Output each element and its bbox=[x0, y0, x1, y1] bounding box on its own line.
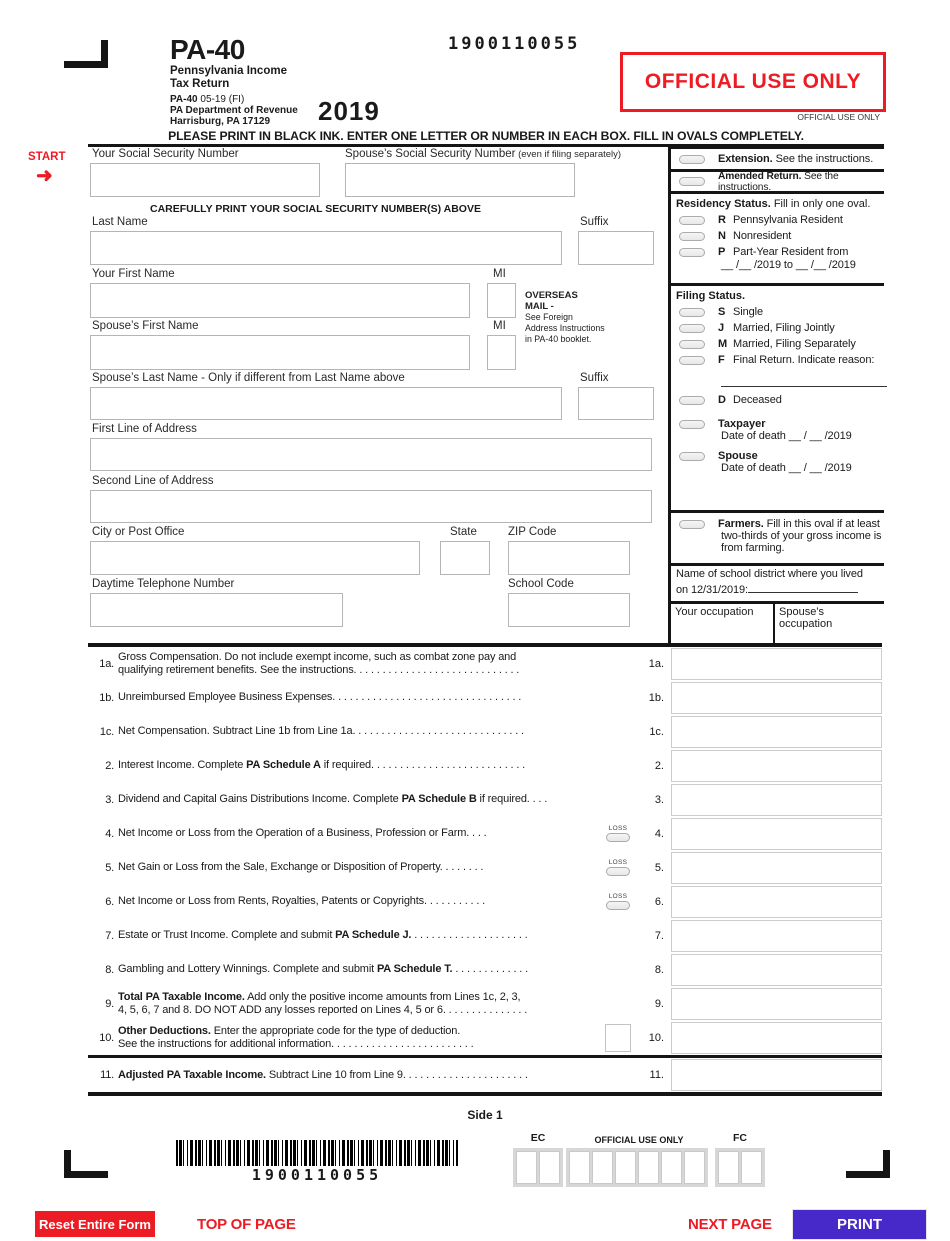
line-number: 7. bbox=[105, 929, 114, 942]
taxpayer-date-of-death: Date of death __ / __ /2019 bbox=[721, 430, 852, 442]
filing-option-f: F Final Return. Indicate reason: bbox=[676, 354, 882, 366]
spouse-first-name-input[interactable] bbox=[90, 335, 470, 370]
amount-label: 11. bbox=[649, 1069, 664, 1081]
line-text: Gross Compensation. Do not include exempt income, such as combat zone pay and qualifying retirement benefits. See the instructions. . . . . . . . . . . . . . . . . . . . . . . . . . . . . bbox=[118, 650, 520, 676]
line-text: Net Income or Loss from Rents, Royalties, Patents or Copyrights. . . . . . . . . . . bbox=[118, 895, 486, 907]
filing-d-oval[interactable] bbox=[679, 396, 705, 405]
amount-label: 7. bbox=[654, 929, 664, 942]
line-number: 4. bbox=[105, 827, 114, 840]
filing-option-d: D Deceased bbox=[676, 394, 882, 406]
farmers-oval[interactable] bbox=[679, 520, 705, 529]
line-number: 3. bbox=[105, 793, 114, 806]
your-occupation-cell[interactable]: Your occupation bbox=[675, 606, 754, 618]
school-district-section: Name of school district where you lived on 12/31/2019: bbox=[671, 566, 884, 604]
amount-box-4[interactable] bbox=[671, 818, 882, 850]
residency-n-oval[interactable] bbox=[679, 232, 705, 241]
income-line-4 bbox=[88, 817, 882, 851]
residency-p-oval[interactable] bbox=[679, 248, 705, 257]
line-number: 6. bbox=[105, 895, 114, 908]
income-line-6 bbox=[88, 885, 882, 919]
amount-box-2[interactable] bbox=[671, 750, 882, 782]
state-input[interactable] bbox=[440, 541, 490, 575]
income-line-3 bbox=[88, 783, 882, 817]
income-line-1c bbox=[88, 715, 882, 749]
spouse-occupation-cell[interactable]: Spouse’s occupation bbox=[773, 604, 884, 646]
first-name-label: Your First Name bbox=[92, 268, 175, 280]
amount-label: 2. bbox=[654, 759, 664, 772]
start-label: START bbox=[28, 151, 66, 163]
first-name-input[interactable] bbox=[90, 283, 470, 318]
residency-r-oval[interactable] bbox=[679, 216, 705, 225]
spouse-mi-label: MI bbox=[493, 320, 506, 332]
amount-label: 5. bbox=[654, 861, 664, 874]
amount-label: 6. bbox=[654, 895, 664, 908]
phone-input[interactable] bbox=[90, 593, 343, 627]
start-arrow-icon: ➜ bbox=[36, 165, 53, 187]
official-use-cells-label: OFFICIAL USE ONLY bbox=[594, 1135, 684, 1145]
instruction-bar: PLEASE PRINT IN BLACK INK. ENTER ONE LETTER OR NUMBER IN EACH BOX. FILL IN OVALS COMPLETELY. bbox=[168, 129, 804, 143]
line-number: 8. bbox=[105, 963, 114, 976]
spouse-suffix-input[interactable] bbox=[578, 387, 654, 420]
loss-oval-line-6[interactable] bbox=[606, 901, 630, 910]
dept-line-2: Harrisburg, PA 17129 bbox=[170, 116, 271, 127]
filing-option-s: S Single bbox=[676, 306, 882, 318]
amount-box-1b[interactable] bbox=[671, 682, 882, 714]
zip-label: ZIP Code bbox=[508, 526, 557, 538]
amount-label: 10. bbox=[648, 1031, 664, 1044]
residency-option-p: P Part-Year Resident from bbox=[676, 246, 882, 258]
amount-label: 4. bbox=[654, 827, 664, 840]
income-line-5 bbox=[88, 851, 882, 885]
suffix-input[interactable] bbox=[578, 231, 654, 265]
spouse-date-of-death: Date of death __ / __ /2019 bbox=[721, 462, 852, 474]
amount-box-11[interactable] bbox=[671, 1059, 882, 1091]
amount-box-10[interactable] bbox=[671, 1022, 882, 1054]
farmers-section: Farmers. Fill in this oval if at least two-thirds of your gross income is from farming. bbox=[671, 513, 884, 566]
barcode-number: 1900110055 bbox=[251, 1166, 383, 1184]
loss-label: LOSS bbox=[608, 859, 628, 866]
deduction-code-box[interactable] bbox=[605, 1024, 631, 1052]
form-version: PA-40 05-19 (FI) bbox=[170, 94, 245, 105]
official-use-only-small: OFFICIAL USE ONLY bbox=[797, 112, 880, 122]
spouse-last-name-input[interactable] bbox=[90, 387, 562, 420]
income-line-9 bbox=[88, 987, 882, 1021]
school-code-label: School Code bbox=[508, 578, 574, 590]
taxpayer-deceased-oval[interactable] bbox=[679, 420, 705, 429]
line-text: Net Gain or Loss from the Sale, Exchange or Disposition of Property. . . . . . . . bbox=[118, 861, 484, 873]
spouse-ssn-label: Spouse’s Social Security Number (even if filing separately) bbox=[345, 148, 622, 160]
status-panel bbox=[668, 146, 884, 646]
income-section bbox=[88, 643, 882, 1096]
fc-boxes[interactable] bbox=[715, 1148, 765, 1187]
income-line-2 bbox=[88, 749, 882, 783]
print-button[interactable]: PRINT bbox=[792, 1209, 927, 1240]
form-subtitle-2: Tax Return bbox=[170, 78, 230, 90]
address2-label: Second Line of Address bbox=[92, 475, 214, 487]
income-line-11 bbox=[88, 1058, 882, 1092]
income-line-7 bbox=[88, 919, 882, 953]
mi-input[interactable] bbox=[487, 283, 516, 318]
suffix-label: Suffix bbox=[580, 216, 609, 228]
form-id-title: PA-40 bbox=[170, 34, 245, 65]
line-number: 2. bbox=[105, 759, 114, 772]
income-line-8 bbox=[88, 953, 882, 987]
official-use-boxes[interactable] bbox=[566, 1148, 708, 1187]
city-label: City or Post Office bbox=[92, 526, 185, 538]
amount-box-9[interactable] bbox=[671, 988, 882, 1020]
filing-s-oval[interactable] bbox=[679, 308, 705, 317]
spouse-first-name-label: Spouse’s First Name bbox=[92, 320, 199, 332]
line-text: Total PA Taxable Income. Add only the positive income amounts from Lines 1c, 2, 3, 4, 5, 6, 7 and 8. DO NOT ADD any losses reported on Lines 4, 5 or 6. . . . . . . . . . . . . . . bbox=[118, 990, 528, 1016]
line-text: Interest Income. Complete PA Schedule A if required. . . . . . . . . . . . . . . . . . . . . . . . . . . bbox=[118, 759, 526, 771]
dept-line-1: PA Department of Revenue bbox=[170, 105, 298, 116]
residency-option-r: R Pennsylvania Resident bbox=[676, 214, 882, 226]
line-text: Adjusted PA Taxable Income. Subtract Line 10 from Line 9. . . . . . . . . . . . . . . . . . . . . . bbox=[118, 1068, 528, 1081]
residency-status-section: Residency Status. Fill in only one oval. R Pennsylvania Resident N Nonresident P Part-Year Resident from __ /__ /2019 to __ /__ /2019 bbox=[671, 194, 884, 286]
filing-j-oval[interactable] bbox=[679, 324, 705, 333]
partyear-dates: __ /__ /2019 to __ /__ /2019 bbox=[721, 259, 856, 271]
barcode bbox=[176, 1140, 458, 1166]
line-extras bbox=[600, 825, 636, 842]
amount-label: 1b. bbox=[648, 691, 664, 704]
final-return-reason-line[interactable] bbox=[721, 372, 887, 387]
line-number: 1b. bbox=[99, 691, 114, 704]
zip-input[interactable] bbox=[508, 541, 630, 575]
fc-label: FC bbox=[733, 1132, 747, 1144]
amended-return-row: Amended Return. See the instructions. bbox=[671, 172, 884, 194]
corner-mark-top-left bbox=[64, 40, 108, 68]
line-number: 5. bbox=[105, 861, 114, 874]
spouse-mi-input[interactable] bbox=[487, 335, 516, 370]
filing-option-j: J Married, Filing Jointly bbox=[676, 322, 882, 334]
last-name-label: Last Name bbox=[92, 216, 148, 228]
amount-box-8[interactable] bbox=[671, 954, 882, 986]
income-line-1b bbox=[88, 681, 882, 715]
filing-f-oval[interactable] bbox=[679, 356, 705, 365]
line-text: Gambling and Lottery Winnings. Complete and submit PA Schedule T. . . . . . . . . . . . . . bbox=[118, 963, 529, 975]
loss-label: LOSS bbox=[608, 893, 628, 900]
residency-option-n: N Nonresident bbox=[676, 230, 882, 242]
amount-label: 1a. bbox=[648, 657, 664, 670]
loss-oval-line-5[interactable] bbox=[606, 867, 630, 876]
line-text: Estate or Trust Income. Complete and submit PA Schedule J. . . . . . . . . . . . . . . . . . . . . bbox=[118, 929, 528, 941]
loss-oval-line-4[interactable] bbox=[606, 833, 630, 842]
school-district-line[interactable] bbox=[748, 580, 858, 593]
address2-input[interactable] bbox=[90, 490, 652, 523]
filing-m-oval[interactable] bbox=[679, 340, 705, 349]
address1-label: First Line of Address bbox=[92, 423, 197, 435]
tax-year: 2019 bbox=[318, 96, 380, 126]
amount-label: 1c. bbox=[649, 725, 664, 738]
line-number: 9. bbox=[105, 997, 114, 1010]
ssn-caption: CAREFULLY PRINT YOUR SOCIAL SECURITY NUMBER(S) ABOVE bbox=[150, 203, 481, 215]
overseas-mail-note: OVERSEAS MAIL - See Foreign Address Instructions in PA-40 booklet. bbox=[525, 290, 605, 344]
line-number: 10. bbox=[99, 1031, 114, 1044]
amount-label: 8. bbox=[654, 963, 664, 976]
line-text: Net Income or Loss from the Operation of a Business, Profession or Farm. . . . bbox=[118, 827, 487, 839]
side-label: Side 1 bbox=[467, 1108, 503, 1122]
spouse-deceased-row: Spouse bbox=[676, 450, 882, 462]
top-of-page-link[interactable]: TOP OF PAGE bbox=[197, 1216, 296, 1233]
line-number: 1a. bbox=[99, 657, 114, 670]
amount-box-3[interactable] bbox=[671, 784, 882, 816]
line-extras bbox=[600, 1024, 636, 1052]
line-text: Unreimbursed Employee Business Expenses. . . . . . . . . . . . . . . . . . . . . . . . . . . . . . . . . bbox=[118, 691, 522, 703]
income-line-1a bbox=[88, 647, 882, 681]
state-label: State bbox=[450, 526, 477, 538]
amount-box-1c[interactable] bbox=[671, 716, 882, 748]
line-extras bbox=[600, 893, 636, 910]
next-page-link[interactable]: NEXT PAGE bbox=[688, 1216, 772, 1233]
extension-oval[interactable] bbox=[679, 155, 705, 164]
income-rows bbox=[88, 647, 882, 1093]
corner-mark-bottom-right bbox=[846, 1150, 890, 1178]
address1-input[interactable] bbox=[90, 438, 652, 471]
form-subtitle-1: Pennsylvania Income bbox=[170, 65, 287, 77]
taxpayer-deceased-row: Taxpayer bbox=[676, 418, 882, 430]
amount-box-5[interactable] bbox=[671, 852, 882, 884]
line-number: 11. bbox=[100, 1069, 114, 1081]
phone-label: Daytime Telephone Number bbox=[92, 578, 235, 590]
loss-label: LOSS bbox=[608, 825, 628, 832]
ec-boxes[interactable] bbox=[513, 1148, 563, 1187]
amended-return-oval[interactable] bbox=[679, 177, 705, 186]
amount-box-7[interactable] bbox=[671, 920, 882, 952]
occupation-row bbox=[671, 604, 884, 646]
line-extras bbox=[600, 859, 636, 876]
extension-row: Extension. See the instructions. bbox=[671, 149, 884, 172]
spouse-suffix-label: Suffix bbox=[580, 372, 609, 384]
amount-box-6[interactable] bbox=[671, 886, 882, 918]
amount-box-1a[interactable] bbox=[671, 648, 882, 680]
line-text: Dividend and Capital Gains Distributions Income. Complete PA Schedule B if required. . . . bbox=[118, 793, 548, 805]
income-bottom-separator bbox=[88, 1092, 882, 1096]
ec-label: EC bbox=[530, 1132, 546, 1144]
filing-status-title: Filing Status. bbox=[676, 290, 746, 302]
reset-entire-form-button[interactable]: Reset Entire Form bbox=[35, 1211, 155, 1237]
city-input[interactable] bbox=[90, 541, 420, 575]
last-name-input[interactable] bbox=[90, 231, 562, 265]
ssn-label: Your Social Security Number bbox=[92, 148, 239, 160]
line-number: 1c. bbox=[99, 725, 114, 738]
spouse-deceased-oval[interactable] bbox=[679, 452, 705, 461]
ssn-input[interactable] bbox=[90, 163, 320, 197]
income-line-10 bbox=[88, 1021, 882, 1055]
filing-status-section bbox=[671, 286, 884, 513]
line-text: Other Deductions. Enter the appropriate code for the type of deduction. See the instructions for additional information. . . . . . . . . . . . . . . . . . . . . . . . . bbox=[118, 1024, 474, 1050]
document-number-top: 1900110055 bbox=[448, 34, 581, 54]
spouse-ssn-input[interactable] bbox=[345, 163, 575, 197]
mi-label: MI bbox=[493, 268, 506, 280]
corner-mark-bottom-left bbox=[64, 1150, 108, 1178]
official-use-only-box: OFFICIAL USE ONLY bbox=[620, 52, 886, 112]
line-text: Net Compensation. Subtract Line 1b from Line 1a. . . . . . . . . . . . . . . . . . . . . . . . . . . . . . bbox=[118, 725, 524, 737]
filing-option-m: M Married, Filing Separately bbox=[676, 338, 882, 350]
school-code-input[interactable] bbox=[508, 593, 630, 627]
spouse-last-name-label: Spouse’s Last Name - Only if different from Last Name above bbox=[92, 372, 405, 384]
amount-label: 9. bbox=[654, 997, 664, 1010]
amount-label: 3. bbox=[654, 793, 664, 806]
